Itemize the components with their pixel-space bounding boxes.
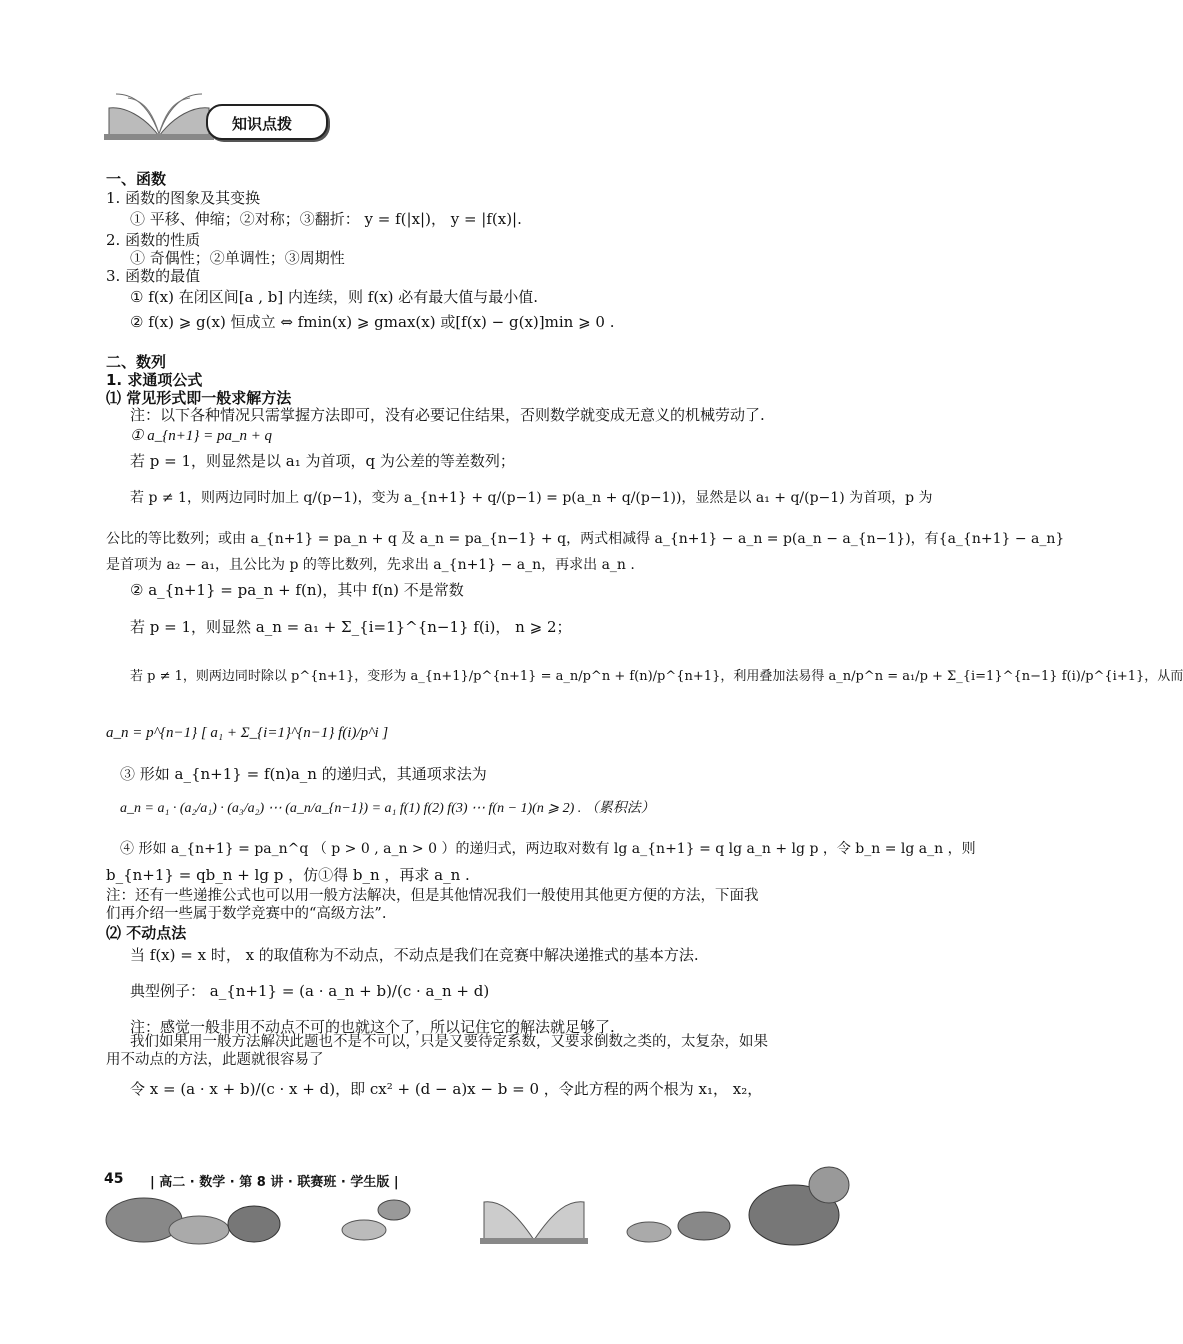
paragraph: 若 p ≠ 1，则两边同时除以 p^{n+1}，变形为 a_{n+1}/p^{n+1} = a_n/p^n + f(n)/p^{n+1}，利用叠加法易得 a_n/p^n = a₁/p + Σ_{i=1}^{n−1} f(i)/p^{i+1}，从而 [130,669,1183,684]
list-item: ① f(x) 在闭区间[a , b] 内连续，则 f(x) 必有最大值与最小值. [130,288,539,306]
note: 注：还有一些递推公式也可以用一般方法解决，但是其他情况我们一般使用其他更方便的方法，下面我 [106,888,759,904]
footer-label: | 高二 · 数学 · 第 8 讲 · 联赛班 · 学生版 | [150,1175,399,1190]
formula: a_n = p^{n−1} [ a₁ + Σ_{i=1}^{n−1} f(i)/p^i ] [106,725,389,741]
list-item: ② f(x) ⩾ g(x) 恒成立 ⇔ fmin(x) ⩾ gmax(x) 或[f(x) − g(x)]min ⩾ 0 . [130,313,615,331]
list-item: 1. 函数的图象及其变换 [106,189,261,207]
paragraph: 若 p = 1，则显然 a_n = a₁ + Σ_{i=1}^{n−1} f(i)， n ⩾ 2； [130,618,572,636]
paragraph: 令 x = (a · x + b)/(c · x + d)，即 cx² + (d − a)x − b = 0 ，令此方程的两个根为 x₁， x₂， [130,1080,763,1098]
paragraph: 是首项为 a₂ − a₁，且公比为 p 的等比数列，先求出 a_{n+1} − a_n，再求出 a_n . [106,557,635,573]
section-title: 一、函数 [106,170,167,188]
page-number: 45 [104,1171,124,1187]
subsection-title: ⑴ 常见形式即一般求解方法 [106,389,292,407]
subsection-title: 1. 求通项公式 [106,371,203,389]
badge-label: 知识点拨 [232,115,293,133]
note: 们再介绍一些属于数学竞赛中的“高级方法”. [106,906,387,922]
open-book-icon [104,86,214,142]
list-item: ① 平移、伸缩；②对称；③翻折： y = f(|x|)， y = |f(x)|. [130,210,522,228]
paragraph: 用不动点的方法，此题就很容易了 [106,1052,324,1068]
paragraph: 若 p ≠ 1，则两边同时加上 q/(p−1)，变为 a_{n+1} + q/(p−1) = p(a_n + q/(p−1))，显然是以 a₁ + q/(p−1) 为首项，p 为 [130,490,933,506]
paragraph: ③ 形如 a_{n+1} = f(n)a_n 的递归式，其通项求法为 [120,765,487,783]
list-item: 3. 函数的最值 [106,267,201,285]
footer-decoration [104,1160,848,1250]
paragraph: 我们如果用一般方法解决此题也不是不可以，只是又要待定系数，又要求倒数之类的，太复杂，如果 [130,1034,768,1050]
paragraph: 公比的等比数列；或由 a_{n+1} = pa_n + q 及 a_n = pa_{n−1} + q，两式相减得 a_{n+1} − a_n = p(a_n − a_{n−1})，有{a_{n+1} − a_n} [106,531,1065,547]
note: 注：以下各种情况只需掌握方法即可，没有必要记住结果，否则数学就变成无意义的机械劳动了. [130,406,765,424]
subsection-title: ⑵ 不动点法 [106,924,187,942]
list-item: ① 奇偶性；②单调性；③周期性 [130,249,345,267]
paragraph: ② a_{n+1} = pa_n + f(n)，其中 f(n) 不是常数 [130,581,464,599]
paragraph: b_{n+1} = qb_n + lg p ，仿①得 b_n ，再求 a_n . [106,866,470,884]
paragraph: 若 p = 1，则显然是以 a₁ 为首项，q 为公差的等差数列； [130,452,515,470]
formula: a_n = a₁ · (a₂/a₁) · (a₃/a₂) ⋯ (a_n/a_{n−1}) = a₁ f(1) f(2) f(3) ⋯ f(n − 1)(n ⩾ 2) . （累积法） [120,801,655,816]
list-item: 2. 函数的性质 [106,231,201,249]
section-badge [206,104,328,140]
paragraph: ④ 形如 a_{n+1} = pa_n^q （ p > 0 , a_n > 0 ）的递归式，两边取对数有 lg a_{n+1} = q lg a_n + lg p ，令 b_n = lg a_n ，则 [120,841,976,857]
note: 注：感觉一般非用不动点不可的也就这个了，所以记住它的解法就足够了. [130,1018,615,1036]
paragraph: 典型例子： a_{n+1} = (a · a_n + b)/(c · a_n + d) [130,982,490,1000]
paragraph: 当 f(x) = x 时， x 的取值称为不动点，不动点是我们在竞赛中解决递推式的基本方法. [130,946,699,964]
section-title: 二、数列 [106,353,167,371]
formula: ① a_{n+1} = pa_n + q [130,428,273,444]
